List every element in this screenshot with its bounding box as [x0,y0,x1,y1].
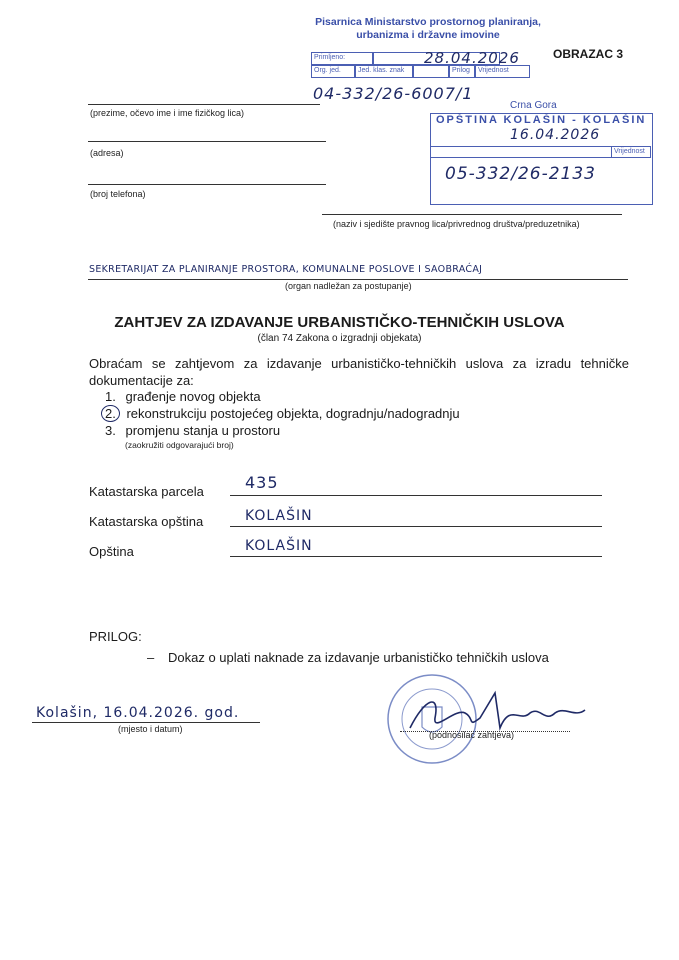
name-line [88,104,320,105]
option-1-text: građenje novog objekta [125,389,261,404]
field-cadastral-municipality-label: Katastarska opština [89,514,204,529]
option-1-num: 1. [105,389,116,404]
options-note: (zaokružiti odgovarajući broj) [125,440,234,450]
option-3 [105,423,280,438]
authority-value: SEKRETARIJAT ZA PLANIRANJE PROSTORA, KOMUNALNE POSLOVE I SAOBRAĆAJ [89,264,483,275]
col-prilog: Prilog [449,65,475,78]
signature-label: (podnosilac zahtjeva) [429,730,515,740]
address-label: (adresa) [90,148,124,158]
col-vrijednost: Vrijednost [475,65,530,78]
municipal-date: 16.04.2026 [510,127,601,143]
place-date-label: (mjesto i datum) [118,724,183,734]
option-2-text: rekonstrukciju postojećeg objekta, dogradnju/nadogradnju [126,406,460,421]
authority-line [88,279,628,280]
option-3-num: 3. [105,423,116,438]
field-parcel-label: Katastarska parcela [89,484,204,499]
place-date-line [32,722,260,723]
municipal-col-vrijednost: Vrijednost [611,146,651,158]
municipal-region: Crna Gora [510,100,557,111]
col-org: Org. jed. [311,65,355,78]
attachment-item: Dokaz o uplati naknade za izdavanje urbanističko tehničkih uslova [168,650,549,665]
ministry-number: 04-332/26-6007/1 [313,84,474,103]
field-parcel-line [230,495,602,496]
ministry-stamp-title-1: Pisarnica Ministarstvo prostornog planiranja, [315,16,541,28]
attachment-dash: – [147,650,155,665]
field-municipality-line [230,556,602,557]
form-code: OBRAZAC 3 [553,47,624,61]
name-label: (prezime, očevo ime i ime fizičkog lica) [90,108,245,118]
field-municipality-value: KOLAŠIN [245,538,313,554]
option-2 [105,406,460,421]
option-3-text: promjenu stanja u prostoru [125,423,281,438]
field-municipality-label: Opština [89,544,134,559]
municipal-name: OPŠTINA KOLAŠIN - KOLAŠIN [436,114,647,126]
document-subtitle: (član 74 Zakona o izgradnji objekata) [257,333,422,344]
field-cadastral-municipality-line [230,526,602,527]
address-line [88,141,326,142]
authority-label: (organ nadležan za postupanje) [285,281,412,291]
document-title: ZAHTJEV ZA IZDAVANJE URBANISTIČKO-TEHNIČKIH USLOVA [114,314,565,331]
received-date: 28.04.2026 [424,49,520,67]
ministry-stamp-title-2: urbanizma i državne imovine [356,29,500,41]
col-num: Jed. klas. znak [355,65,413,78]
phone-label: (broj telefona) [90,189,146,199]
option-2-num: 2. [101,405,120,422]
field-cadastral-municipality-value: KOLAŠIN [245,508,313,524]
legal-entity-label: (naziv i sjedište pravnog lica/privrednog društva/preduzetnika) [333,219,580,229]
municipal-number: 05-332/26-2133 [445,164,596,184]
received-label: Primljeno: [311,52,373,65]
phone-line [88,184,326,185]
option-1 [105,389,261,404]
legal-entity-line [322,214,622,215]
intro-text: Obraćam se zahtjevom za izdavanje urbanističko-tehničkih uslova za izradu tehničke dokumentacije za: [89,356,629,388]
attachment-heading: PRILOG: [89,629,142,644]
field-parcel-value: 435 [245,473,279,492]
place-date-value: Kolašin, 16.04.2026. god. [36,705,240,721]
